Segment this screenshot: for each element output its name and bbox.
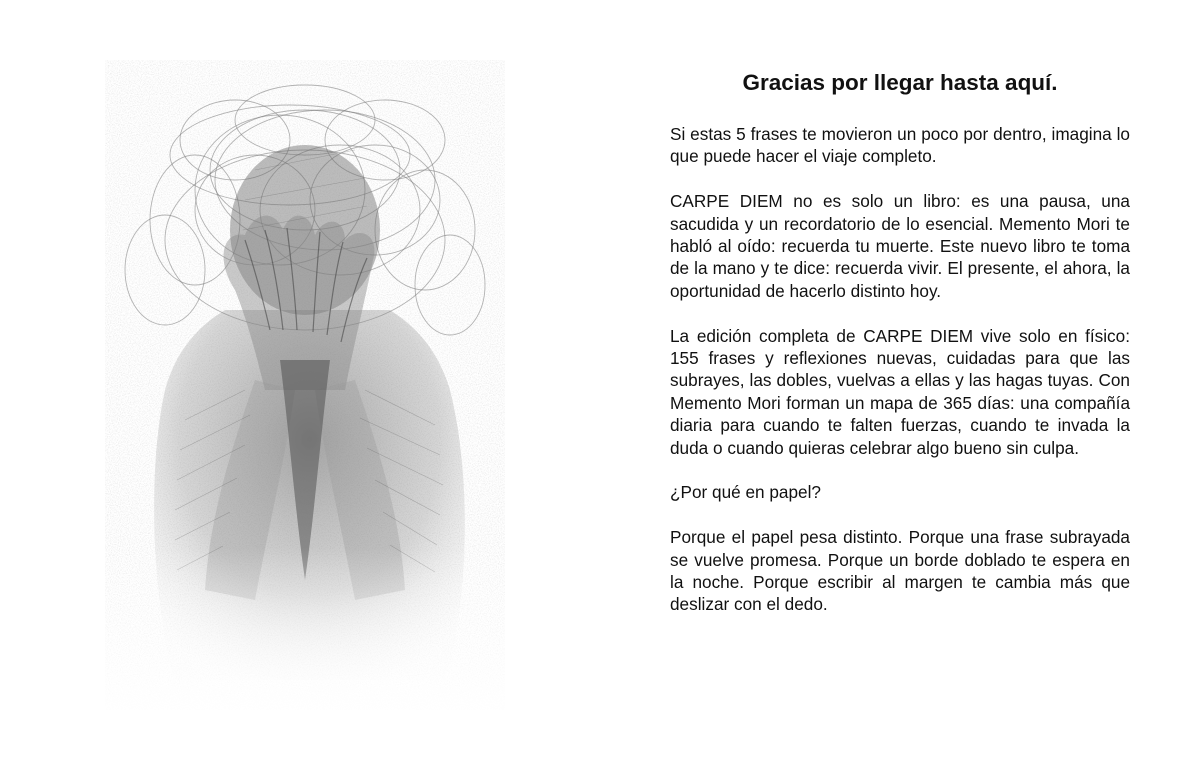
paragraph-edition: La edición completa de CARPE DIEM vive solo en físico: 155 frases y reflexiones nuevas, cuidadas para que las subrayes, las dobles, vuelvas a ellas y las hagas tuyas. Con Memento Mori forman un mapa de 365 días: una compañía diaria para cuando te falten fuerzas, cuando te invada la duda o cuando quieras celebrar algo bueno sin culpa. <box>670 325 1130 458</box>
paragraph-intro: Si estas 5 frases te movieron un poco por dentro, imagina lo que puede hacer el viaje completo. <box>670 124 1130 167</box>
text-column <box>670 68 1130 638</box>
paragraph-paper: Porque el papel pesa distinto. Porque una frase subrayada se vuelve promesa. Porque un borde doblado te espera en la noche. Porque escribir al margen te cambia más que deslizar con el dedo. <box>670 527 1130 615</box>
page-title: Gracias por llegar hasta aquí. <box>742 70 1058 95</box>
sketch-person-covering-face-icon <box>105 60 505 710</box>
sketch-illustration <box>105 60 505 710</box>
paragraph-carpe-diem: CARPE DIEM no es solo un libro: es una pausa, una sacudida y un recordatorio de lo esencial. Memento Mori te habló al oído: recuerda tu muerte. Este nuevo libro te toma de la mano y te dice: recuerda vivir. El presente, el ahora, la oportunidad de hacerlo distinto hoy. <box>670 191 1130 301</box>
paragraph-question: ¿Por qué en papel? <box>670 482 821 503</box>
